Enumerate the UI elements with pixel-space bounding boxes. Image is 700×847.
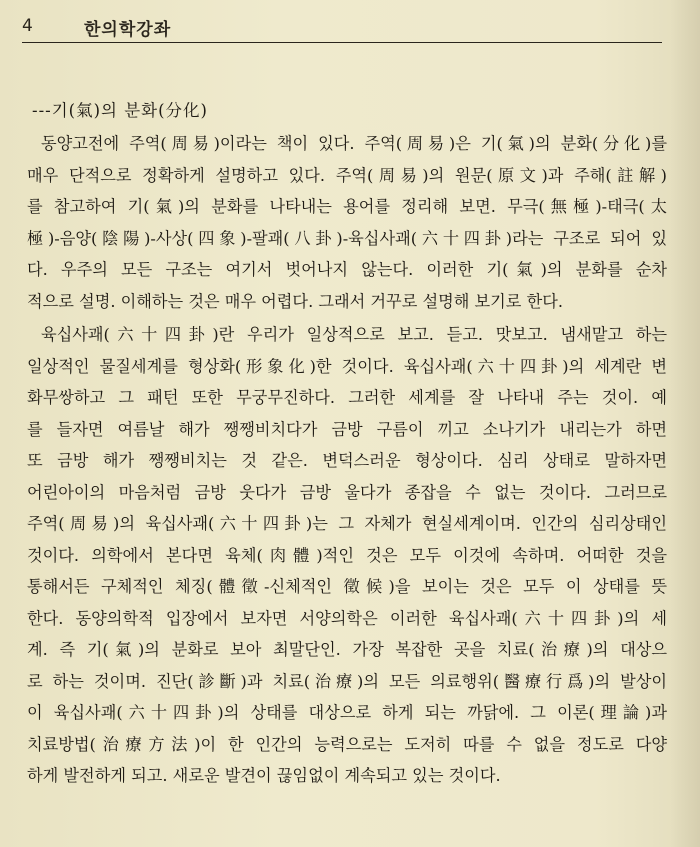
- paragraph-1-line-4: 極)-음양(陰陽)-사상(四象)-팔괘(八卦)-육십사괘(六十四卦)라는 구조로 되어 있: [27, 228, 667, 248]
- paragraph-2-line-13: 이 육십사괘(六十四卦)의 상태를 대상으로 하게 되는 까닭에. 그 이론(理論)과: [27, 703, 667, 722]
- paragraph-2-line-9: 통해서든 구체적인 체징(體徵-신체적인 徵候)을 보이는 것은 모두 이 상태를 뜻: [27, 577, 667, 596]
- paragraph-2-line-6: 어린아이의 마음처럼 금방 웃다가 금방 울다가 종잡을 수 없는 것이다. 그러므로: [27, 482, 667, 502]
- section-heading: ---기(氣)의 분화(分化): [32, 101, 208, 120]
- paragraph-2-line-14: 치료방법(治療方法)이 한 인간의 능력으로는 도저히 따를 수 없을 정도로 다양: [27, 734, 667, 754]
- page-header: [22, 14, 662, 43]
- page-number: 4: [22, 16, 33, 36]
- paragraph-2-line-12: 로 하는 것이며. 진단(診斷)과 치료(治療)의 모든 의료행위(醫療行爲)의 발상이: [27, 671, 667, 691]
- paragraph-2-line-1: 육십사괘(六十四卦)란 우리가 일상적으로 보고. 듣고. 맛보고. 냄새맡고 하는: [41, 325, 667, 344]
- running-title: 한의학강좌: [84, 20, 172, 40]
- paragraph-2-line-8: 것이다. 의학에서 본다면 육체(肉體)적인 것은 모두 이것에 속하며. 어떠한 것을: [27, 545, 667, 565]
- paragraph-1-line-6: 적으로 설명. 이해하는 것은 매우 어렵다. 그래서 거꾸로 설명해 보기로 한다.: [27, 291, 564, 311]
- paragraph-1-line-2: 매우 단적으로 정확하게 설명하고 있다. 주역(周易)의 원문(原文)과 주해(註解): [27, 165, 667, 185]
- paragraph-2-line-7: 주역(周易)의 육십사괘(六十四卦)는 그 자체가 현실세계이며. 인간의 심리상태인: [27, 514, 667, 533]
- paragraph-2-line-10: 한다. 동양의학적 입장에서 보자면 서양의학은 이러한 육십사괘(六十四卦)의 세: [27, 608, 667, 628]
- paragraph-1-line-5: 다. 우주의 모든 구조는 여기서 벗어나지 않는다. 이러한 기(氣)의 분화를 순차: [27, 260, 667, 279]
- paragraph-1-line-3: 를 참고하여 기(氣)의 분화를 나타내는 용어를 정리해 보면. 무극(無極)-태극(太: [27, 197, 667, 216]
- paragraph-2-line-2: 일상적인 물질세계를 형상화(形象化)한 것이다. 육십사괘(六十四卦)의 세계란 변: [27, 356, 667, 376]
- page-edge-shadow: [670, 0, 700, 847]
- body-text: [27, 128, 667, 792]
- paragraph-2-line-3: 화무쌍하고 그 패턴 또한 무궁무진하다. 그러한 세계를 잘 나타내 주는 것이. 예: [27, 388, 667, 407]
- paragraph-2-line-4: 를 들자면 여름날 해가 쨍쨍비치다가 금방 구름이 끼고 소나기가 내리는가 하면: [27, 419, 667, 439]
- paragraph-2-line-15: 하게 발전하게 되고. 새로운 발견이 끊임없이 계속되고 있는 것이다.: [27, 766, 501, 785]
- paragraph-1-line-1: 동양고전에 주역(周易)이라는 책이 있다. 주역(周易)은 기(氣)의 분화(分化)를: [41, 134, 667, 153]
- paragraph-2-line-5: 또 금방 해가 쨍쨍비치는 것 같은. 변덕스러운 형상이다. 심리 상태로 말하자면: [27, 451, 667, 470]
- paragraph-2-line-11: 계. 즉 기(氣)의 분화로 보아 최말단인. 가장 복잡한 곳을 치료(治療)의 대상으: [27, 640, 667, 659]
